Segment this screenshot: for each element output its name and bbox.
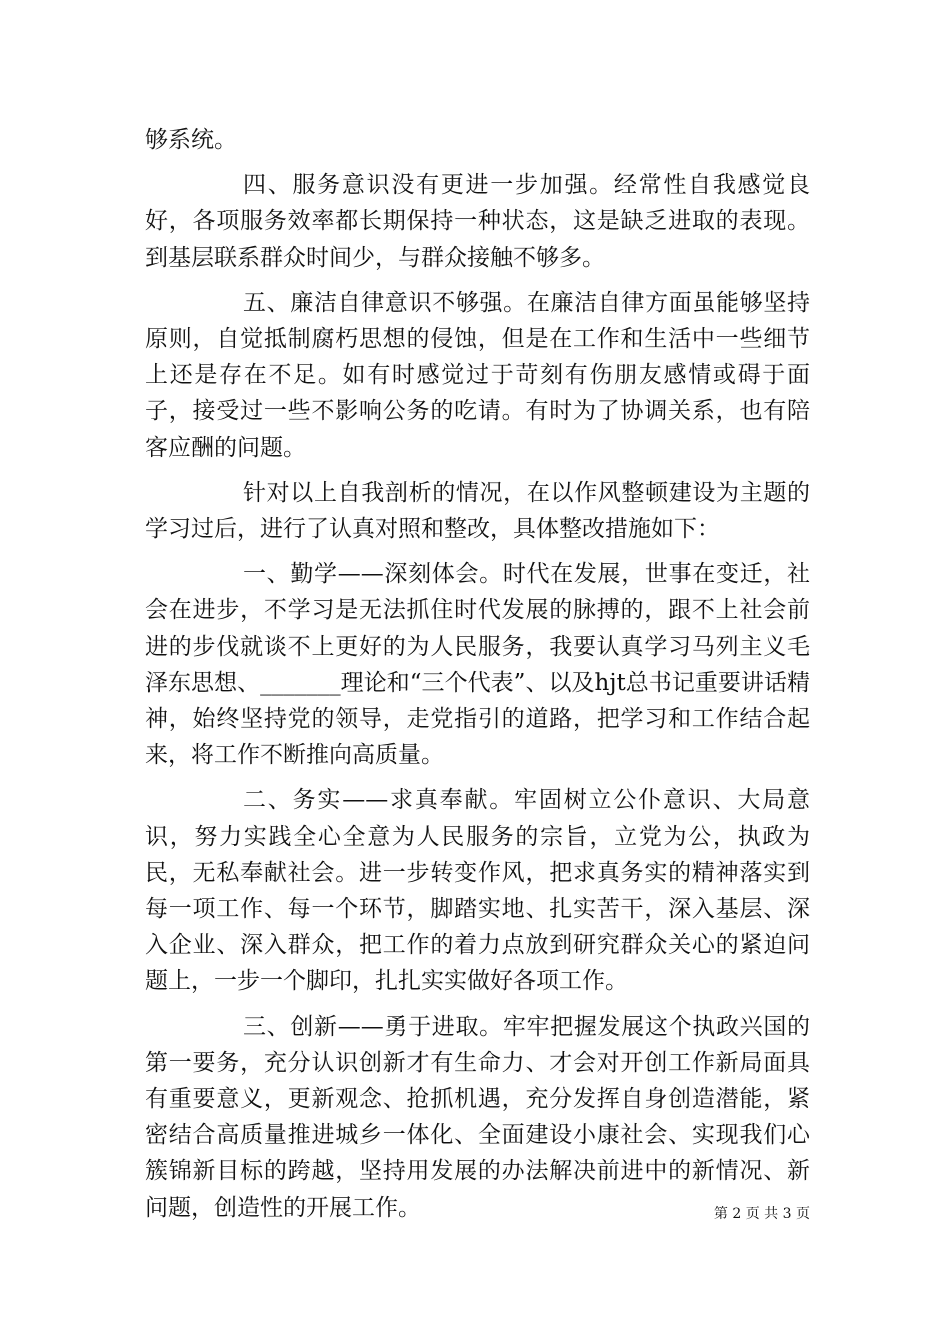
paragraph-pragmatism: 二、务实——求真奉献。牢固树立公仆意识、大局意识，努力实践全心全意为人民服务的宗旨，立党为公，执政为民，无私奉献社会。进一步转变作风，把求真务实的精神落实到每一项工作、每一个环节，脚踏实地、扎实苦干，深入基层、深入企业、深入群众，把工作的着力点放到研究群众关心的紧迫问题上，一步一个脚印，扎扎实实做好各项工作。: [145, 787, 810, 995]
paragraph-integrity: 五、廉洁自律意识不够强。在廉洁自律方面虽能够坚持原则，自觉抵制腐朽思想的侵蚀，但是在工作和生活中一些细节上还是存在不足。如有时感觉过于苛刻有伤朋友感情或碍于面子，接受过一些不影响公务的吃请。有时为了协调关系，也有陪客应酬的问题。: [145, 289, 810, 461]
paragraph-diligent-study: 一、勤学——深刻体会。时代在发展，世事在变迁，社会在进步，不学习是无法抓住时代发展的脉搏的，跟不上社会前进的步伐就谈不上更好的为人民服务，我要认真学习马列主义毛泽东思想、_______理论和“三个代表”、以及hjt总书记重要讲话精神，始终坚持党的领导，走党指引的道路，把学习和工作结合起来，将工作不断推向高质量。: [145, 561, 810, 769]
page-number: 第 2 页 共 3 页: [713, 1206, 810, 1222]
paragraph-innovation: 三、创新——勇于进取。牢牢把握发展这个执政兴国的第一要务，充分认识创新才有生命力、才会对开创工作新局面具有重要意义，更新观念、抢抓机遇，充分发挥自身创造潜能，紧密结合高质量推进城乡一体化、全面建设小康社会、实现我们心簇锦新目标的跨越，坚持用发展的办法解决前进中的新情况、新问题，创造性的开展工作。: [145, 1013, 810, 1221]
paragraph-rectification-intro: 针对以上自我剖析的情况，在以作风整顿建设为主题的学习过后，进行了认真对照和整改，具体整改措施如下：: [145, 479, 810, 543]
document-body: [145, 122, 810, 1226]
paragraph-service-awareness: 四、服务意识没有更进一步加强。经常性自我感觉良好，各项服务效率都长期保持一种状态，这是缺乏进取的表现。到基层联系群众时间少，与群众接触不够多。: [145, 172, 810, 271]
paragraph-continuation: 够系统。: [145, 127, 237, 153]
